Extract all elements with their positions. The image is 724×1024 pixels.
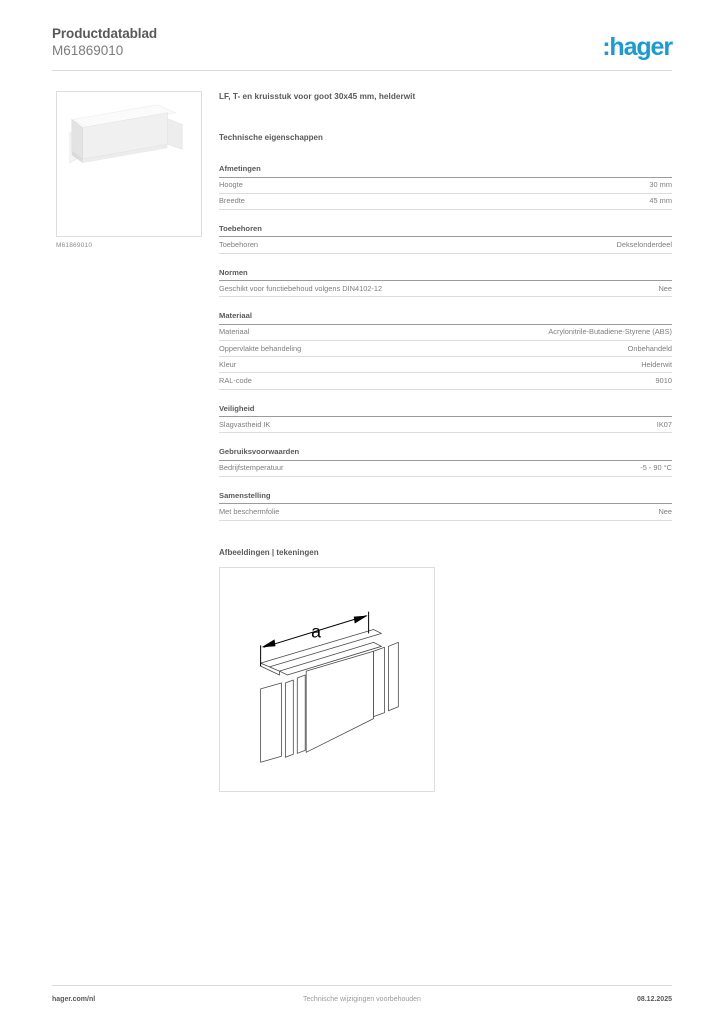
dimension-label-a: a [311, 620, 322, 641]
spec-group-afmetingen [219, 164, 672, 210]
page-header [52, 26, 672, 72]
page-title: Productdatablad [52, 26, 158, 41]
technical-drawing [219, 567, 435, 792]
spec-label: Geschikt voor functiebehoud volgens DIN4102-12 [219, 283, 383, 293]
footer-disclaimer: Technische wijzigingen voorbehouden [303, 996, 421, 1003]
spec-group-title: Gebruiksvoorwaarden [219, 447, 672, 461]
spec-label: Bedrijfstemperatuur [219, 463, 284, 473]
spec-label: RAL-code [219, 375, 252, 385]
product-name: LF, T- en kruisstuk voor goot 30x45 mm, helderwit [219, 92, 416, 101]
main-content [219, 91, 672, 792]
spec-value: Acrylonitrile-Butadiene-Styrene (ABS) [548, 327, 672, 337]
product-photo-graphic [57, 92, 201, 236]
spec-value: Dekselonderdeel [616, 239, 672, 249]
spec-label: Breedte [219, 196, 245, 206]
footer-divider [52, 985, 672, 986]
spec-label: Materiaal [219, 327, 250, 337]
header-divider [52, 70, 672, 71]
spec-group-title: Afmetingen [219, 164, 672, 178]
spec-label: Slagvastheid IK [219, 419, 271, 429]
spec-group-samenstelling [219, 491, 672, 521]
table-row [219, 373, 672, 389]
spec-group-gebruiksvoorwaarden [219, 447, 672, 477]
footer-date: 08.12.2025 [636, 996, 672, 1003]
footer-website-link[interactable]: hager.com/nl [52, 996, 96, 1003]
spec-value: 9010 [655, 375, 672, 385]
spec-value: Nee [658, 506, 672, 516]
spec-label: Hoogte [219, 180, 243, 190]
hager-logo: :hager [602, 33, 672, 61]
spec-group-title: Veiligheid [219, 404, 672, 418]
table-row [219, 281, 672, 297]
spec-group-toebehoren [219, 224, 672, 254]
spec-group-title: Toebehoren [219, 224, 672, 238]
spec-group-materiaal [219, 311, 672, 389]
spec-group-title: Normen [219, 268, 672, 282]
spec-group-veiligheid [219, 404, 672, 434]
table-row [219, 341, 672, 357]
table-row [219, 237, 672, 253]
table-row [219, 178, 672, 194]
spec-label: Kleur [219, 359, 237, 369]
technical-drawing-graphic [220, 568, 434, 791]
table-row [219, 357, 672, 373]
spec-label: Toebehoren [219, 239, 259, 249]
spec-value: 45 mm [649, 196, 672, 206]
product-photo-caption: M61869010 [56, 242, 93, 249]
product-photo [56, 91, 202, 237]
spec-value: Helderwit [641, 359, 672, 369]
spec-group-title: Samenstelling [219, 491, 672, 505]
table-row [219, 325, 672, 341]
drawings-section-title: Afbeeldingen | tekeningen [219, 547, 319, 557]
document-reference: M61869010 [52, 43, 124, 58]
spec-group-title: Materiaal [219, 311, 672, 325]
table-row [219, 461, 672, 477]
spec-group-normen [219, 268, 672, 298]
spec-label: Met beschermfolie [219, 506, 280, 516]
table-row [219, 417, 672, 433]
spec-value: Nee [658, 283, 672, 293]
spec-label: Oppervlakte behandeling [219, 343, 302, 353]
table-row [219, 504, 672, 520]
spec-value: 30 mm [649, 180, 672, 190]
spec-value: -5 - 90 °C [640, 463, 672, 473]
spec-value: IK07 [656, 419, 672, 429]
table-row [219, 194, 672, 210]
technical-properties-title: Technische eigenschappen [219, 133, 323, 142]
spec-value: Onbehandeld [627, 343, 672, 353]
page-footer [52, 996, 672, 1010]
